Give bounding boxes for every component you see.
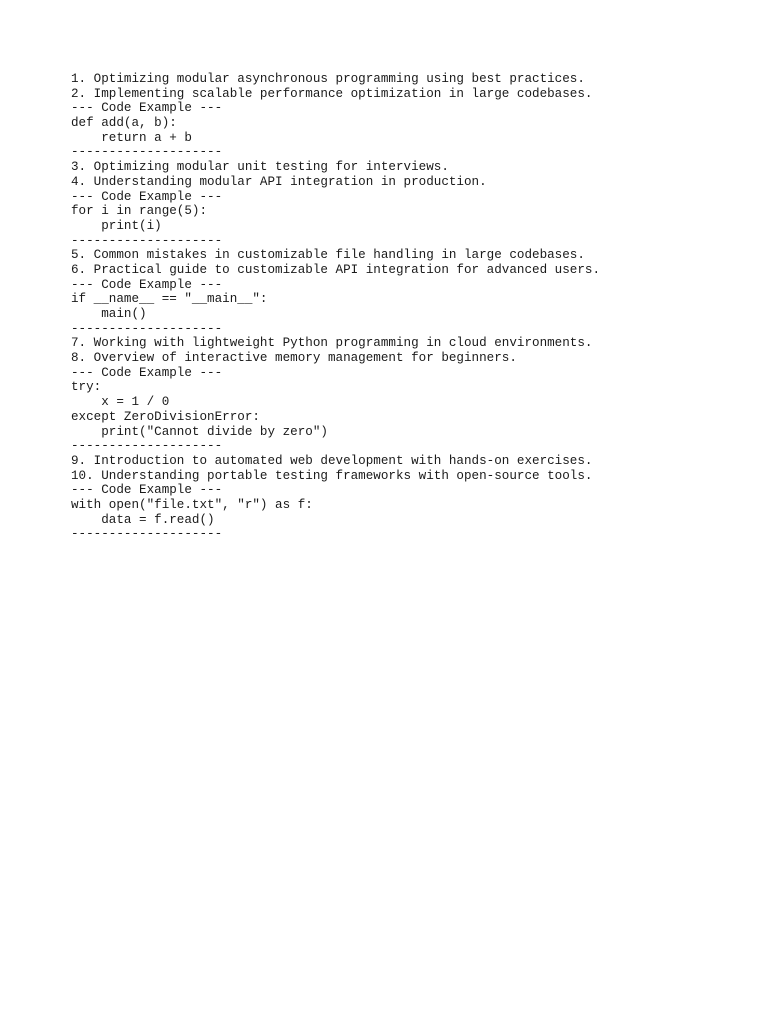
code-line: if __name__ == "__main__": xyxy=(71,292,268,307)
code-line: print("Cannot divide by zero") xyxy=(71,424,328,439)
code-example-header: --- Code Example --- xyxy=(71,365,223,380)
separator: -------------------- xyxy=(71,439,223,454)
separator: -------------------- xyxy=(71,321,223,336)
list-item: 1. Optimizing modular asynchronous programming using best practices. xyxy=(71,72,585,86)
list-item: 4. Understanding modular API integration in production. xyxy=(71,174,487,189)
list-item: 5. Common mistakes in customizable file handling in large codebases. xyxy=(71,248,585,263)
document-body xyxy=(71,72,751,542)
list-item: 6. Practical guide to customizable API integration for advanced users. xyxy=(71,262,601,277)
code-line: data = f.read() xyxy=(71,512,215,527)
list-item: 9. Introduction to automated web development with hands-on exercises. xyxy=(71,453,593,468)
separator: -------------------- xyxy=(71,145,223,160)
code-example-header: --- Code Example --- xyxy=(71,483,223,498)
code-line: return a + b xyxy=(71,130,192,145)
code-line: print(i) xyxy=(71,218,162,233)
list-item: 8. Overview of interactive memory management for beginners. xyxy=(71,351,517,366)
code-line: except ZeroDivisionError: xyxy=(71,409,260,424)
list-item: 7. Working with lightweight Python programming in cloud environments. xyxy=(71,336,593,351)
separator: -------------------- xyxy=(71,527,223,542)
list-item: 2. Implementing scalable performance optimization in large codebases. xyxy=(71,86,593,101)
code-line: with open("file.txt", "r") as f: xyxy=(71,497,313,512)
list-item: 3. Optimizing modular unit testing for interviews. xyxy=(71,160,449,175)
list-item: 10. Understanding portable testing frameworks with open-source tools. xyxy=(71,468,593,483)
code-line: x = 1 / 0 xyxy=(71,395,170,410)
code-line: for i in range(5): xyxy=(71,204,208,219)
code-example-header: --- Code Example --- xyxy=(71,101,223,116)
code-example-header: --- Code Example --- xyxy=(71,277,223,292)
code-example-header: --- Code Example --- xyxy=(71,189,223,204)
code-line: main() xyxy=(71,307,147,321)
code-line: def add(a, b): xyxy=(71,116,177,131)
separator: -------------------- xyxy=(71,233,223,248)
code-line: try: xyxy=(71,380,102,395)
